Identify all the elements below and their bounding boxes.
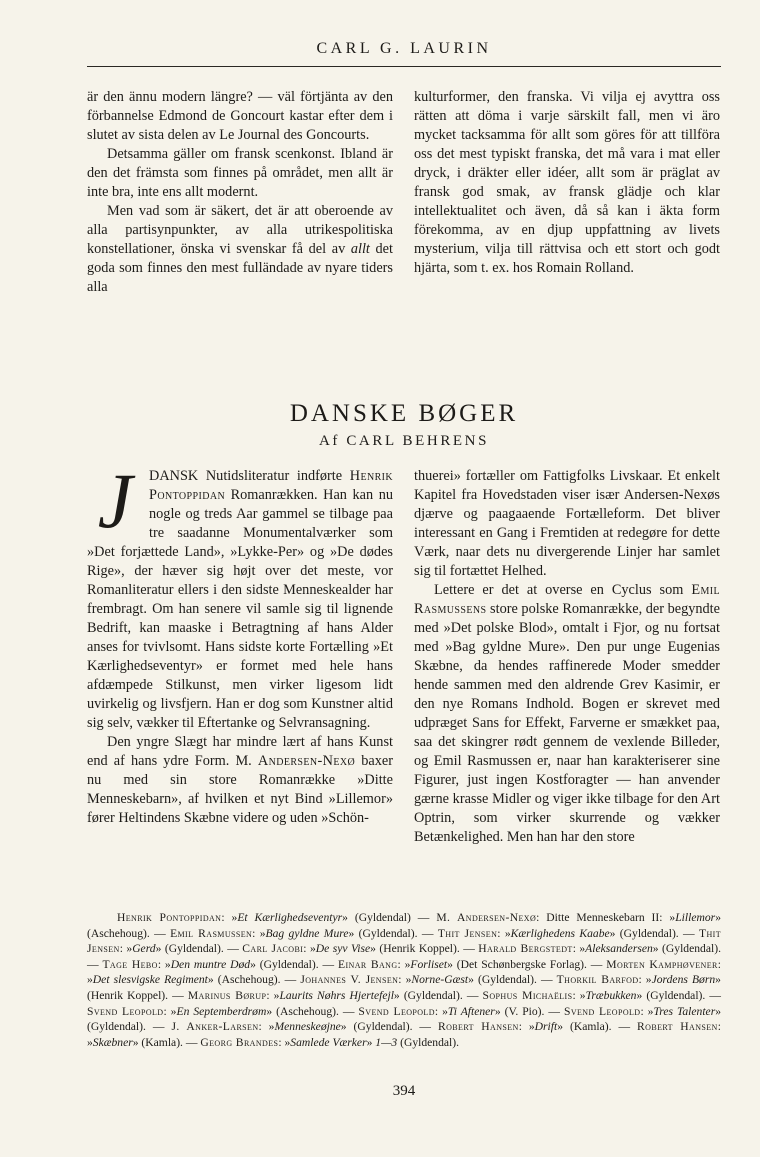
footnote-title: Laurits Nøhrs Hjertefejl bbox=[279, 988, 394, 1002]
footnote-text: » (Kamla). — bbox=[557, 1020, 638, 1034]
text-run: Den yngre Slægt har mindre lært af hans Kunst end af hans ydre Form. M. bbox=[87, 734, 393, 769]
footnote-title: Samlede Værker bbox=[290, 1035, 367, 1049]
text-run: Men vad som är säkert, det är att oberoende av alla partisynpunkter, av alla utrikespolitiska konstellationer, önska vi svenskar få del av bbox=[87, 203, 393, 257]
footnote-author: Robert Hansen bbox=[637, 1020, 718, 1034]
footnote-text: : » bbox=[518, 1020, 535, 1034]
footnote-author: Harald Bergstedt bbox=[478, 942, 573, 956]
footnote-text: » (Gyldendal). — bbox=[250, 957, 338, 971]
footnote-text: » (Gyldendal). — bbox=[155, 942, 243, 956]
footnote-text: : » bbox=[221, 911, 238, 924]
footnote-title: Norne-Gæst bbox=[411, 973, 469, 987]
footnote-author: Sophus Michaëlis bbox=[482, 988, 573, 1002]
footnote-title: Jordens Børn bbox=[651, 973, 716, 987]
footnote-text: : » bbox=[252, 926, 266, 940]
footnote-author: Svend Leopold bbox=[87, 1004, 164, 1018]
footnote-author: M. Andersen-Nexø bbox=[436, 911, 537, 924]
footnote-title: De syv Vise bbox=[315, 942, 371, 956]
footnote-text: : » bbox=[278, 1035, 291, 1049]
text-run: baxer nu med sin store Romanrække »Ditte Menneskebarn», af hvilken et nyt Bind »Lillemor» fører Heltindens Skæbne videre og uden »Schön- bbox=[87, 753, 393, 826]
article-byline: Af CARL BEHRENS bbox=[318, 433, 490, 449]
paragraph bbox=[87, 202, 393, 297]
footnote-text: » (Det Schønbergske Forlag). — bbox=[447, 957, 607, 971]
text-run: Romanrækken. Han kan nu nogle og treds Aar gammel se tilbage paa tre saadanne Monumentalværker som »Det forjættede Land», »Lykke-Per» og »De dødes Rige», der hæver sig højt over det meste, vor Romanliteratur ellers i den sidste Menneskealder har frembragt. Om han senere vil samle sig til lignende Bedrift, kan maaske i Betragtning af hans Alder anses for tvivlsomt. Hans sidste korte Fortælling »Et Kærlighedseventyr» er formet med hele hans afdæmpede Stilkunst, men virker ligesom lidt uvirkelig og livsfjern. Han er dog som Kunstner altid sig selv, vækker til Eftertanke og Selvransagning. bbox=[87, 487, 393, 731]
footnote-text: (Gyldendal). bbox=[397, 1035, 460, 1049]
footnote-text: : » bbox=[434, 1004, 448, 1018]
footnote-text: » (Aschehoug). — bbox=[266, 1004, 359, 1018]
paragraph: är den ännu modern längre? — väl förtjänta av den förbannelse Edmond de Goncourt kastar efter dem i slutet av sista delen av Le Journal des Goncourts. bbox=[87, 89, 393, 143]
footnote-text: : » bbox=[303, 942, 316, 956]
footnote-text: : » bbox=[638, 973, 652, 987]
footnote-text: » (Gyldendal) — bbox=[342, 911, 437, 924]
footnote-title: Gerd bbox=[132, 942, 156, 956]
footnote-title: Skæbner bbox=[92, 1035, 133, 1049]
footnote-text: : » bbox=[640, 1004, 654, 1018]
footnote-text: » (Gyldendal). — bbox=[468, 973, 557, 987]
footnote-text: : » bbox=[87, 1020, 721, 1049]
text-run: DANSK Nutidsliteratur indførte bbox=[149, 468, 350, 484]
footnote-title: Et Kærlighedseventyr bbox=[237, 911, 343, 924]
article-right-column bbox=[414, 467, 720, 847]
text-run: Lettere er det at overse en Cyclus som bbox=[434, 582, 692, 598]
footnote-text: : » bbox=[119, 942, 133, 956]
footnote-text: » (Gyldendal). — bbox=[609, 926, 699, 940]
footnote-title: Træbukken bbox=[585, 988, 637, 1002]
footnote-text: » (Henrik Koppel). — bbox=[370, 942, 479, 956]
footnote-author: Tage Hebo bbox=[102, 957, 158, 971]
footnote-text: » (Gyldendal). — bbox=[393, 988, 483, 1002]
page-number: 394 bbox=[392, 1083, 416, 1099]
footnote-title: Bag gyldne Mure bbox=[265, 926, 349, 940]
author-name: Andersen-Nexø bbox=[257, 753, 356, 769]
top-left-column bbox=[87, 88, 393, 297]
footnote-title: Ti Aftener bbox=[447, 1004, 495, 1018]
footnote-author: Robert Hansen bbox=[438, 1020, 519, 1034]
footnote-title: Kærlighedens Kaabe bbox=[510, 926, 610, 940]
footnote-text: : » bbox=[266, 988, 280, 1002]
footnote-text: » (Henrik Koppel). — bbox=[87, 973, 721, 1002]
footnote-text: » (Aschehoug). — bbox=[87, 911, 721, 940]
paragraph: Detsamma gäller om fransk scenkonst. Ibland är den det främsta som finnes på området, men allt är inte bra, inte ens allt modernt. bbox=[87, 146, 393, 200]
footnote-author: Johannes V. Jensen bbox=[300, 973, 399, 987]
footnote-text: » (Gyldendal). — bbox=[636, 988, 721, 1002]
text-run: det goda som finnes den mest fulländade av nyare tiders alla bbox=[87, 241, 393, 295]
footnote-title: Menneskeøjne bbox=[274, 1020, 341, 1034]
footnote-title: Drift bbox=[534, 1020, 558, 1034]
footnote-text: » (Gyldendal). — bbox=[348, 926, 438, 940]
author-name: Emil Rasmussens bbox=[414, 582, 720, 617]
paragraph: thuerei» fortæller om Fattigfolks Livskaar. Et enkelt Kapitel fra Hovedstaden viser især Andersen-Nexøs djærve og paagaaende Fortælleform. Det bliver interessant en Gang i Fremtiden at redegøre for dette Værk, naar dets nu divergerende Linjer har samlet sig til fortættet Helhed. bbox=[414, 468, 720, 579]
paragraph: kulturformer, den franska. Vi vilja ej avyttra oss rätten att döma i varje särskilt fall, men vi äro mycket tacksamma för allt som göres för att tillföra oss det mest typiskt franska, det må vara i mat eller dryck, i dräkter eller idéer, allt som är präglat av fransk god smak, av fransk glädje och klar intellektualitet och även, då så kan i äkta form förekomma, av en djup uppfattning av livets mysterium, vilja till rättvisa och ett stort och godt hjärta, som t. ex. hos Romain Rolland. bbox=[414, 89, 720, 276]
footnote-text: » (Gyldendal). — bbox=[340, 1020, 438, 1034]
header-rule bbox=[87, 66, 721, 67]
footnote-text: : » bbox=[258, 1020, 275, 1034]
paragraph bbox=[87, 457, 393, 733]
footnote-title: Forliset bbox=[410, 957, 448, 971]
footnote-title: Lillemor bbox=[675, 911, 716, 924]
footnote-author: Einar Bang bbox=[337, 957, 398, 971]
footnote-author: Marinus Børup bbox=[187, 988, 267, 1002]
footnote-title: Det slesvigske Regiment bbox=[92, 973, 208, 987]
footnote-author: Georg Brandes bbox=[200, 1035, 279, 1049]
footnote-author: J. Anker-Larsen bbox=[171, 1020, 259, 1034]
bibliography-footnotes bbox=[87, 910, 721, 1050]
footnote-author: Thit Jensen bbox=[87, 926, 721, 956]
footnote-text: : » bbox=[87, 957, 721, 987]
footnote-author: Thit Jensen bbox=[437, 926, 498, 940]
footnote-author: Emil Rasmussen bbox=[170, 926, 253, 940]
footnote-text: » (Gyldendal). — bbox=[87, 1004, 722, 1034]
footnote-text: : » bbox=[572, 988, 586, 1002]
article-left-column bbox=[87, 457, 393, 828]
footnote-author: Carl Jacobi bbox=[242, 942, 304, 956]
footnote-text: : » bbox=[163, 1004, 177, 1018]
paragraph bbox=[87, 733, 393, 828]
footnote-author: Thorkil Barfod bbox=[556, 973, 639, 987]
footnote-text: : » bbox=[497, 926, 511, 940]
author-name: Henrik Pontoppidan bbox=[149, 468, 393, 503]
article-title: DANSKE BØGER bbox=[289, 400, 519, 427]
footnote-author: Morten Kamphøvener bbox=[606, 957, 718, 971]
footnote-text: : » bbox=[572, 942, 586, 956]
running-head: CARL G. LAURIN bbox=[316, 40, 492, 57]
footnote-title: Aleksandersen bbox=[585, 942, 653, 956]
footnote-author: Svend Leopold bbox=[358, 1004, 435, 1018]
footnote-text: : » bbox=[157, 957, 171, 971]
footnote-author: Henrik Pontoppidan bbox=[117, 911, 222, 924]
text-run: store polske Romanrække, der begyndte med »Det polske Blod», omtalt i Fjor, og nu fortsat med »Bag gyldne Mure». Den pur unge Eugenias Skæbne, da hendes raffinerede Moder smedder hende sammen med den aldrende Grev Kasimir, er den nye Romans Indhold. Bogen er skrevet med udpræget Sans for Effekt, Farverne er smækket paa, saa det skingrer rødt gennem de vexlende Billeder, og Emil Rasmussen er, naar han karakteriserer sine Figurer, just ingen Kostforagter — han anvender gærne krasse Midler og viger ikke tilbage for den Art Optrin, som virker skurrende og vækker Betænkelighed. Men han har den store bbox=[414, 601, 720, 845]
emphasis: allt bbox=[350, 241, 370, 257]
paragraph bbox=[414, 581, 720, 847]
footnote-text: » (Kamla). — bbox=[132, 1035, 201, 1049]
footnote-text: : » bbox=[398, 973, 412, 987]
footnote-text: » (V. Pio). — bbox=[494, 1004, 564, 1018]
footnote-title: Den muntre Død bbox=[170, 957, 251, 971]
footnote-title: 1—3 bbox=[375, 1035, 398, 1049]
footnote-text: : » bbox=[397, 957, 411, 971]
footnote-text: » (Aschehoug). — bbox=[207, 973, 301, 987]
footnote-author: Svend Leopold bbox=[563, 1004, 641, 1018]
footnote-text: » bbox=[366, 1035, 376, 1049]
top-right-column bbox=[414, 88, 720, 278]
footnote-text: » (Gyldendal). — bbox=[87, 942, 721, 971]
footnote-title: En Septemberdrøm bbox=[176, 1004, 267, 1018]
footnote-text: : Ditte Menneskebarn II: » bbox=[536, 911, 676, 924]
drop-cap: J bbox=[97, 457, 133, 544]
footnote-title: Tres Talenter bbox=[653, 1004, 716, 1018]
